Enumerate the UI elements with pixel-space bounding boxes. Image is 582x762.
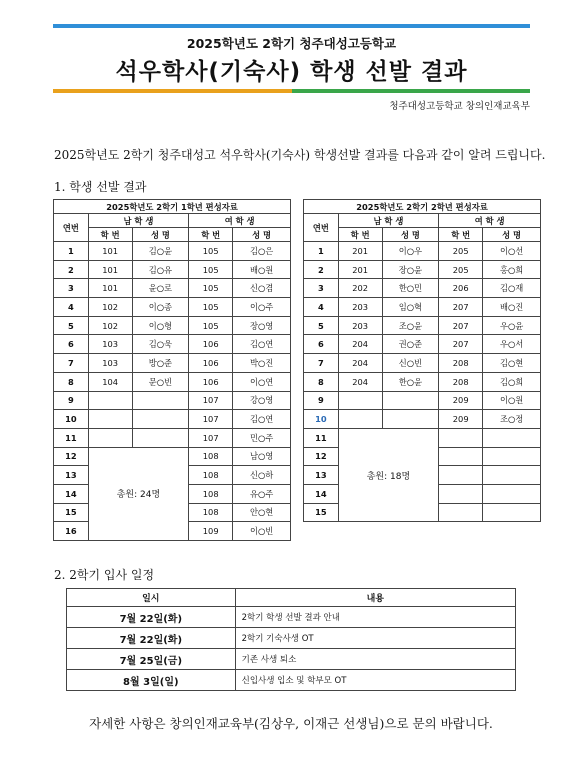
female-name: 김○현	[483, 354, 541, 373]
male-hakbeon: 201	[338, 260, 382, 279]
female-hakbeon: 106	[189, 372, 233, 391]
department-label: 청주대성고등학교 창의인재교육부	[389, 101, 530, 112]
table-row	[54, 242, 291, 261]
row-number: 14	[304, 484, 339, 503]
table-row	[54, 316, 291, 335]
male-name: 이○종	[132, 298, 189, 317]
male-name: 윤○로	[132, 279, 189, 298]
female-hakbeon: 108	[189, 484, 233, 503]
schedule-row	[67, 628, 516, 649]
table-row	[54, 428, 291, 447]
schedule-date: 7월 25일(금)	[67, 649, 236, 670]
male-name: 신○빈	[382, 354, 439, 373]
col-no: 연번	[54, 214, 89, 242]
grade1-table-title: 2025학년도 2학기 1학년 편성자료	[54, 200, 291, 214]
female-name: 김○희	[483, 372, 541, 391]
female-name	[483, 447, 541, 466]
grade1-table	[53, 199, 291, 541]
row-number: 5	[304, 316, 339, 335]
female-hakbeon: 108	[189, 503, 233, 522]
row-number: 8	[54, 372, 89, 391]
schedule-content: 기존 사생 퇴소	[235, 649, 515, 670]
female-name: 강○영	[233, 391, 291, 410]
schedule-content: 2학기 학생 선발 결과 안내	[235, 607, 515, 628]
banner-top-bar	[53, 24, 530, 28]
schedule-date: 7월 22일(화)	[67, 628, 236, 649]
row-number: 6	[54, 335, 89, 354]
col-female-name: 성 명	[483, 228, 541, 242]
schedule-table	[66, 588, 516, 691]
female-name: 배○진	[483, 298, 541, 317]
male-name: 조○윤	[382, 316, 439, 335]
row-number: 15	[54, 503, 89, 522]
row-number: 15	[304, 503, 339, 522]
female-name: 유○주	[233, 484, 291, 503]
section-2-heading: 2. 2학기 입사 일정	[54, 568, 155, 582]
female-hakbeon: 108	[189, 466, 233, 485]
row-number: 2	[54, 260, 89, 279]
row-number: 7	[54, 354, 89, 373]
female-hakbeon: 107	[189, 391, 233, 410]
male-hakbeon: 101	[88, 260, 132, 279]
female-name: 김○은	[233, 242, 291, 261]
female-hakbeon	[439, 484, 483, 503]
female-name: 김○재	[483, 279, 541, 298]
row-number: 3	[304, 279, 339, 298]
table-row	[54, 354, 291, 373]
female-hakbeon: 105	[189, 279, 233, 298]
row-number: 16	[54, 522, 89, 541]
table-row	[304, 372, 541, 391]
row-number: 4	[54, 298, 89, 317]
male-name: 김○유	[132, 260, 189, 279]
table-row	[304, 410, 541, 429]
female-hakbeon	[439, 466, 483, 485]
female-hakbeon: 106	[189, 354, 233, 373]
row-number: 11	[54, 428, 89, 447]
male-hakbeon: 204	[338, 354, 382, 373]
male-total: 총원: 24명	[88, 447, 189, 540]
male-name	[382, 391, 439, 410]
female-hakbeon: 209	[439, 391, 483, 410]
female-name: 이○선	[483, 242, 541, 261]
col-male-name: 성 명	[382, 228, 439, 242]
male-hakbeon	[88, 391, 132, 410]
row-number: 13	[54, 466, 89, 485]
row-number: 6	[304, 335, 339, 354]
table-row	[304, 242, 541, 261]
male-hakbeon	[88, 410, 132, 429]
col-male: 남 학 생	[338, 214, 439, 228]
row-number: 13	[304, 466, 339, 485]
row-number: 9	[304, 391, 339, 410]
col-female-name: 성 명	[233, 228, 291, 242]
male-hakbeon: 104	[88, 372, 132, 391]
female-name: 김○연	[233, 335, 291, 354]
table-row	[304, 335, 541, 354]
col-female: 여 학 생	[189, 214, 291, 228]
header-banner	[53, 24, 530, 93]
male-name	[382, 410, 439, 429]
male-hakbeon: 103	[88, 335, 132, 354]
female-hakbeon: 207	[439, 298, 483, 317]
female-hakbeon: 205	[439, 260, 483, 279]
table-row	[304, 428, 541, 447]
row-number: 9	[54, 391, 89, 410]
female-name: 배○원	[233, 260, 291, 279]
female-name: 이○연	[233, 372, 291, 391]
male-hakbeon: 102	[88, 298, 132, 317]
female-hakbeon: 107	[189, 428, 233, 447]
female-name: 신○겸	[233, 279, 291, 298]
female-hakbeon: 105	[189, 242, 233, 261]
banner-bottom-bar-orange	[53, 89, 292, 93]
female-name: 박○진	[233, 354, 291, 373]
female-name: 남○영	[233, 447, 291, 466]
table-row	[54, 410, 291, 429]
male-name: 장○윤	[382, 260, 439, 279]
male-hakbeon: 202	[338, 279, 382, 298]
schedule-row	[67, 649, 516, 670]
table-row	[304, 260, 541, 279]
female-hakbeon: 109	[189, 522, 233, 541]
col-male: 남 학 생	[88, 214, 189, 228]
male-hakbeon: 204	[338, 335, 382, 354]
table-row	[304, 279, 541, 298]
banner-subtitle: 2025학년도 2학기 청주대성고등학교	[186, 36, 397, 51]
col-content: 내용	[235, 589, 515, 607]
female-hakbeon	[439, 503, 483, 522]
male-hakbeon	[338, 391, 382, 410]
female-name: 이○주	[233, 298, 291, 317]
contact-footer: 자세한 사항은 창의인재교육부(김상우, 이재근 선생님)으로 문의 바랍니다.	[89, 716, 493, 731]
female-name: 안○현	[233, 503, 291, 522]
row-number: 1	[304, 242, 339, 261]
banner-bottom-bar-green	[292, 89, 531, 93]
row-number: 7	[304, 354, 339, 373]
row-number: 4	[304, 298, 339, 317]
female-hakbeon: 105	[189, 316, 233, 335]
male-name: 임○혁	[382, 298, 439, 317]
row-number: 5	[54, 316, 89, 335]
table-row	[54, 260, 291, 279]
table-row	[54, 279, 291, 298]
female-name: 이○원	[483, 391, 541, 410]
col-no: 연번	[304, 214, 339, 242]
male-hakbeon: 103	[88, 354, 132, 373]
row-number: 2	[304, 260, 339, 279]
female-name	[483, 428, 541, 447]
section-1-heading: 1. 학생 선발 결과	[54, 180, 147, 194]
female-hakbeon: 208	[439, 354, 483, 373]
female-hakbeon: 205	[439, 242, 483, 261]
male-name: 한○윤	[382, 372, 439, 391]
male-name: 이○우	[382, 242, 439, 261]
table-row	[304, 354, 541, 373]
table-row	[54, 447, 291, 466]
female-name: 신○하	[233, 466, 291, 485]
female-name: 조○정	[483, 410, 541, 429]
schedule-row	[67, 607, 516, 628]
schedule-date: 7월 22일(화)	[67, 607, 236, 628]
row-number: 10	[304, 410, 339, 429]
male-name: 이○형	[132, 316, 189, 335]
female-hakbeon: 208	[439, 372, 483, 391]
female-name: 민○주	[233, 428, 291, 447]
female-name	[483, 466, 541, 485]
row-number: 3	[54, 279, 89, 298]
female-hakbeon: 209	[439, 410, 483, 429]
col-male-hakbeon: 학 번	[338, 228, 382, 242]
female-name: 홍○희	[483, 260, 541, 279]
row-number: 10	[54, 410, 89, 429]
grade2-table-title: 2025학년도 2학기 2학년 편성자료	[304, 200, 541, 214]
female-name: 김○연	[233, 410, 291, 429]
grade2-table	[303, 199, 541, 522]
male-hakbeon	[88, 428, 132, 447]
male-name	[132, 428, 189, 447]
page-title: 석우학사(기숙사) 학생 선발 결과	[115, 59, 468, 85]
row-number: 12	[54, 447, 89, 466]
male-name: 방○준	[132, 354, 189, 373]
female-hakbeon: 105	[189, 298, 233, 317]
female-hakbeon: 207	[439, 316, 483, 335]
row-number: 12	[304, 447, 339, 466]
female-name: 이○빈	[233, 522, 291, 541]
row-number: 1	[54, 242, 89, 261]
col-female-hakbeon: 학 번	[189, 228, 233, 242]
table-row	[304, 391, 541, 410]
male-hakbeon	[338, 410, 382, 429]
col-male-name: 성 명	[132, 228, 189, 242]
male-hakbeon: 204	[338, 372, 382, 391]
table-row	[54, 391, 291, 410]
male-hakbeon: 203	[338, 316, 382, 335]
male-hakbeon: 102	[88, 316, 132, 335]
female-name: 장○영	[233, 316, 291, 335]
schedule-row	[67, 670, 516, 691]
table-row	[54, 298, 291, 317]
col-female: 여 학 생	[439, 214, 541, 228]
schedule-date: 8월 3일(일)	[67, 670, 236, 691]
female-hakbeon: 207	[439, 335, 483, 354]
row-number: 8	[304, 372, 339, 391]
male-name: 권○준	[382, 335, 439, 354]
female-hakbeon: 106	[189, 335, 233, 354]
female-name: 우○윤	[483, 316, 541, 335]
row-number: 11	[304, 428, 339, 447]
table-row	[304, 298, 541, 317]
male-name: 문○빈	[132, 372, 189, 391]
schedule-content: 2학기 기숙사생 OT	[235, 628, 515, 649]
female-name	[483, 503, 541, 522]
male-total: 총원: 18명	[338, 428, 439, 521]
female-hakbeon	[439, 428, 483, 447]
female-hakbeon: 105	[189, 260, 233, 279]
col-date: 일시	[67, 589, 236, 607]
table-row	[54, 335, 291, 354]
female-hakbeon: 206	[439, 279, 483, 298]
male-hakbeon: 101	[88, 279, 132, 298]
table-row	[304, 316, 541, 335]
male-hakbeon: 203	[338, 298, 382, 317]
female-name	[483, 484, 541, 503]
male-name: 한○민	[382, 279, 439, 298]
male-name	[132, 391, 189, 410]
female-hakbeon	[439, 447, 483, 466]
schedule-content: 신입사생 입소 및 학부모 OT	[235, 670, 515, 691]
intro-text: 2025학년도 2학기 청주대성고 석우학사(기숙사) 학생선발 결과를 다음과 같이 알려 드립니다.	[54, 148, 546, 162]
col-male-hakbeon: 학 번	[88, 228, 132, 242]
female-hakbeon: 107	[189, 410, 233, 429]
row-number: 14	[54, 484, 89, 503]
male-name	[132, 410, 189, 429]
table-row	[54, 372, 291, 391]
col-female-hakbeon: 학 번	[439, 228, 483, 242]
male-hakbeon: 201	[338, 242, 382, 261]
male-name: 김○욱	[132, 335, 189, 354]
female-hakbeon: 108	[189, 447, 233, 466]
female-name: 우○서	[483, 335, 541, 354]
male-name: 김○윤	[132, 242, 189, 261]
male-hakbeon: 101	[88, 242, 132, 261]
